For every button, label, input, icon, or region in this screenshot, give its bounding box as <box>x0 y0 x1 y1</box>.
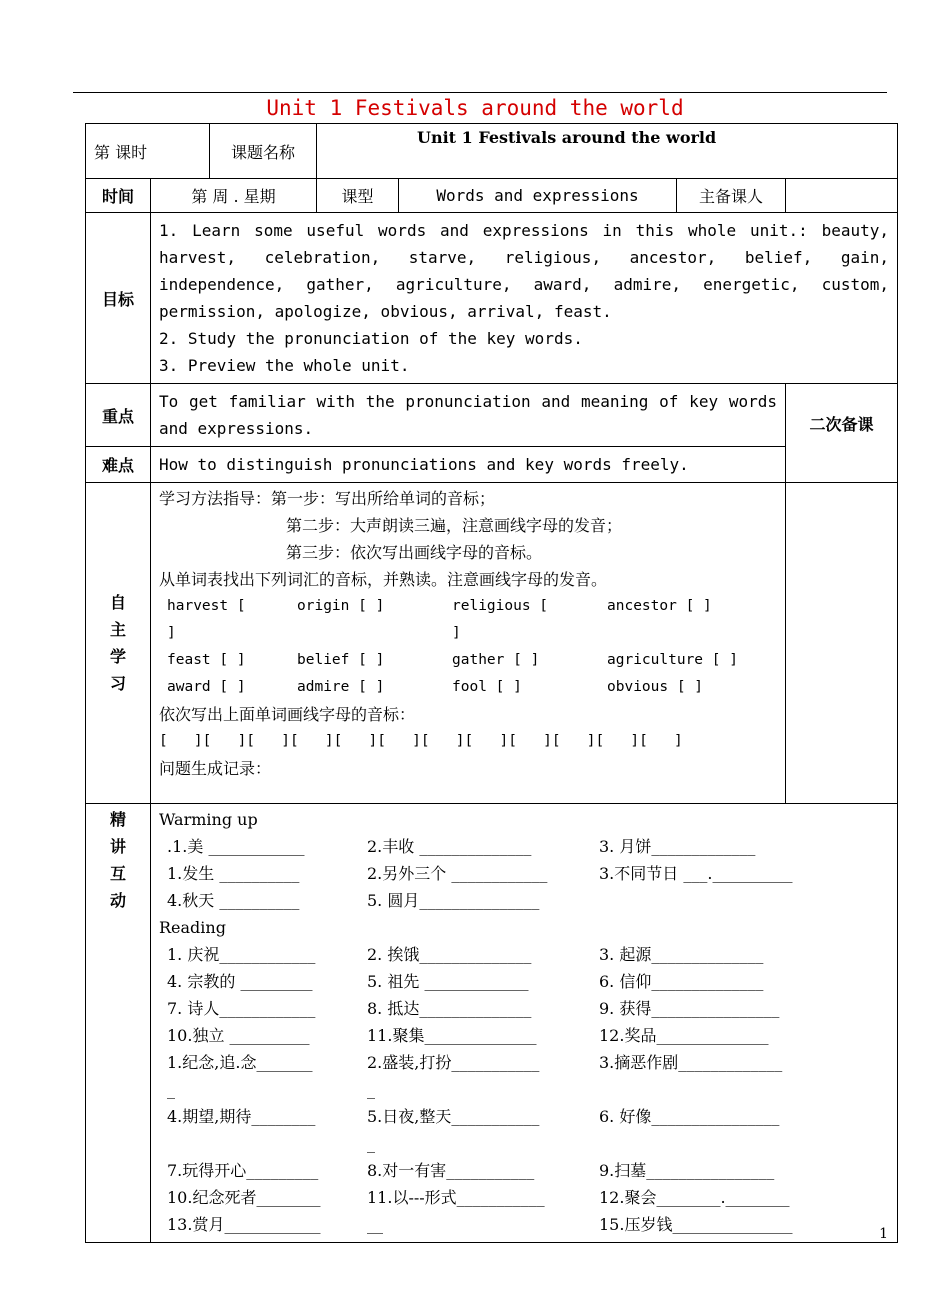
method-step2: 第二步：大声朗读三遍，注意画线字母的发音； <box>286 516 623 535</box>
lecture-content <box>151 804 898 1243</box>
goal-item: 2. Study the pronunciation of the key words. <box>159 329 583 348</box>
vocab-item: _ <box>167 1080 175 1099</box>
vocab-item: 7.玩得开心_________ <box>167 1161 319 1180</box>
topic-value: Unit 1 Festivals around the world <box>317 124 898 179</box>
page-number: 1 <box>879 1226 888 1242</box>
vocab-item: 13.赏月____________ <box>167 1215 321 1234</box>
reading-list <box>159 941 889 1238</box>
vocab-row <box>159 1022 889 1049</box>
lecture-label: 精 讲 互 动 <box>86 804 151 1243</box>
vocab-item: 15.压岁钱_______________ <box>599 1215 793 1234</box>
vocab-item: 3. 起源______________ <box>599 945 764 964</box>
vocab-item <box>599 887 819 914</box>
vocab-item: _ <box>367 1134 375 1153</box>
vocab-row <box>159 1103 889 1130</box>
vocab-item: 2.丰收 ______________ <box>367 837 532 856</box>
goal-item: 1. Learn some useful words and expressions in this whole unit.: beauty, harvest, celebration, starve, religious, ancestor, belief, gain, independence, gather, agriculture, award, admire, energetic, custom, permission, apologize, obvious, arrival, feast. <box>159 221 890 321</box>
vocab-row <box>159 860 889 887</box>
vocab-item: 5. 祖先 _____________ <box>367 972 529 991</box>
second-prep-cell <box>786 483 898 804</box>
vocab-item: 2. 挨饿______________ <box>367 945 532 964</box>
vocab-item: 9. 获得________________ <box>599 999 780 1018</box>
vocab-item: 11.以---形式___________ <box>367 1188 545 1207</box>
vocab-row <box>159 995 889 1022</box>
instruction: 从单词表找出下列词汇的音标，并熟读。注意画线字母的发音。 <box>159 570 608 589</box>
difficulties-label: 难点 <box>86 447 151 483</box>
vocab-item: 9.扫墓________________ <box>599 1161 775 1180</box>
word-row: harvest [ origin [ ] religious [ ancestor [ ] <box>167 598 712 614</box>
vocab-item: 8. 抵达______________ <box>367 999 532 1018</box>
second-prep-label: 二次备课 <box>786 384 898 483</box>
method-step3: 第三步：依次写出画线字母的音标。 <box>286 543 543 562</box>
vocab-row <box>159 1130 889 1157</box>
vocab-item: 1.发生 __________ <box>167 864 300 883</box>
vocab-item <box>599 1130 819 1157</box>
vocab-item: 3. 月饼_____________ <box>599 837 756 856</box>
problem-record-label: 问题生成记录： <box>159 759 272 778</box>
vocab-item: 5. 圆月_______________ <box>367 891 540 910</box>
vocab-row <box>159 887 889 914</box>
vocab-item: 8.对一有害___________ <box>367 1161 535 1180</box>
teacher-label: 主备课人 <box>677 179 786 213</box>
document-title: Unit 1 Festivals around the world <box>266 96 684 120</box>
vocab-row <box>159 1157 889 1184</box>
phonetic-brackets: [ ][ ][ ][ ][ ][ ][ ][ ][ ][ ][ ][ ] <box>159 733 683 749</box>
self-study-content <box>151 483 786 804</box>
time-label: 时间 <box>86 179 151 213</box>
vocab-item: __ <box>367 1215 383 1234</box>
vocab-item: 1. 庆祝____________ <box>167 945 316 964</box>
warming-up-heading: Warming up <box>159 810 258 829</box>
word-row: award [ ] admire [ ] fool [ ] obvious [ ] <box>167 679 704 695</box>
vocab-row <box>159 1184 889 1211</box>
key-points-text: To get familiar with the pronunciation and meaning of key words and expressions. <box>151 384 786 447</box>
vocab-item: 4.秋天 __________ <box>167 891 300 910</box>
vocab-item: 6. 好像________________ <box>599 1107 780 1126</box>
write-instruction: 依次写出上面单词画线字母的音标： <box>159 705 416 724</box>
goals-label: 目标 <box>86 213 151 384</box>
vocab-row <box>159 941 889 968</box>
vocab-item: 2.另外三个 ____________ <box>367 864 548 883</box>
vocab-item: 10.独立 __________ <box>167 1026 310 1045</box>
vocab-item: 4. 宗教的 _________ <box>167 972 313 991</box>
word-row: ] ] <box>167 625 461 641</box>
vocab-row <box>159 1211 889 1238</box>
method-step1: 学习方法指导：第一步：写出所给单词的音标； <box>159 489 496 508</box>
vocab-item: 12.奖品______________ <box>599 1026 769 1045</box>
reading-heading: Reading <box>159 918 226 937</box>
vocab-item: 10.纪念死者________ <box>167 1188 321 1207</box>
topic-label: 课题名称 <box>210 124 317 179</box>
vocab-item: _ <box>367 1080 375 1099</box>
vocab-item: 6. 信仰______________ <box>599 972 764 991</box>
goals-content <box>151 213 898 384</box>
vocab-row <box>159 1049 889 1076</box>
vocab-item <box>599 1076 819 1103</box>
vocab-row <box>159 1076 889 1103</box>
type-value: Words and expressions <box>399 179 677 213</box>
vocab-item: 12.聚会________.________ <box>599 1188 790 1207</box>
vocab-item: 7. 诗人____________ <box>167 999 316 1018</box>
vocab-item <box>167 1130 367 1157</box>
vocab-item: 11.聚集______________ <box>367 1026 537 1045</box>
header-rule <box>73 92 887 93</box>
vocab-row <box>159 833 889 860</box>
vocab-item: 1.纪念,追.念_______ <box>167 1053 313 1072</box>
goal-item: 3. Preview the whole unit. <box>159 356 410 375</box>
lesson-period: 第 课时 <box>86 124 210 179</box>
vocab-row <box>159 968 889 995</box>
vocab-item: .1.美 ____________ <box>167 837 305 856</box>
word-row: feast [ ] belief [ ] gather [ ] agriculture [ ] <box>167 652 738 668</box>
self-study-label: 自 主 学 习 <box>86 483 151 804</box>
vocab-item: 5.日夜,整天___________ <box>367 1107 540 1126</box>
vocab-item: 3.摘恶作剧_____________ <box>599 1053 783 1072</box>
teacher-value <box>786 179 898 213</box>
lesson-plan-table <box>85 123 898 1243</box>
type-label: 课型 <box>317 179 399 213</box>
warming-up-list <box>159 833 889 914</box>
vocab-item: 3.不同节日 ___.__________ <box>599 864 793 883</box>
difficulties-text: How to distinguish pronunciations and key words freely. <box>151 447 786 483</box>
vocab-item: 2.盛装,打扮___________ <box>367 1053 540 1072</box>
key-points-label: 重点 <box>86 384 151 447</box>
vocab-item: 4.期望,期待________ <box>167 1107 316 1126</box>
time-value: 第 周 . 星期 <box>151 179 317 213</box>
